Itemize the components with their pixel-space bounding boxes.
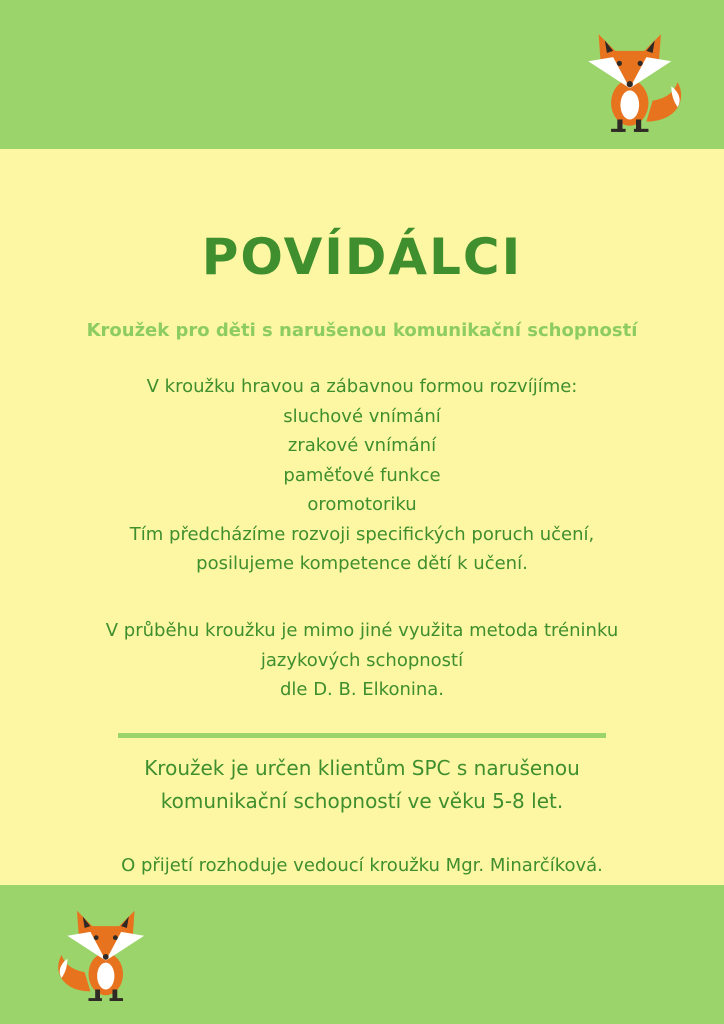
- method-line: dle D. B. Elkonina.: [279, 679, 445, 700]
- intro-line: sluchové vnímání: [283, 405, 441, 427]
- target-text: [20, 752, 704, 818]
- intro-text: [20, 372, 704, 579]
- intro-line: V kroužku hravou a zábavnou formou rozvíjíme:: [146, 376, 578, 397]
- page-title: POVÍDÁLCI: [201, 228, 523, 286]
- intro-line: oromotoriku: [307, 494, 417, 515]
- fox-icon: [584, 26, 688, 134]
- divider: [118, 733, 606, 738]
- fox-icon: [52, 902, 148, 1004]
- intro-line: paměťové funkce: [283, 464, 441, 486]
- admission-text: O přijetí rozhoduje vedoucí kroužku Mgr. Minarčíková.: [121, 855, 603, 876]
- method-text: [20, 616, 704, 705]
- target-line: Kroužek je určen klientům SPC s narušenou: [144, 756, 580, 780]
- target-line: komunikační schopností ve věku 5-8 let.: [160, 789, 564, 813]
- intro-line: Tím předcházíme rozvoji specifických poruch učení,: [129, 523, 595, 545]
- subtitle: Kroužek pro děti s narušenou komunikační schopností: [86, 320, 638, 341]
- intro-line: zrakové vnímání: [287, 435, 437, 456]
- intro-line: posilujeme kompetence dětí k učení.: [196, 553, 528, 574]
- method-line: jazykových schopností: [260, 649, 464, 671]
- method-line: V průběhu kroužku je mimo jiné využita metoda tréninku: [105, 620, 619, 641]
